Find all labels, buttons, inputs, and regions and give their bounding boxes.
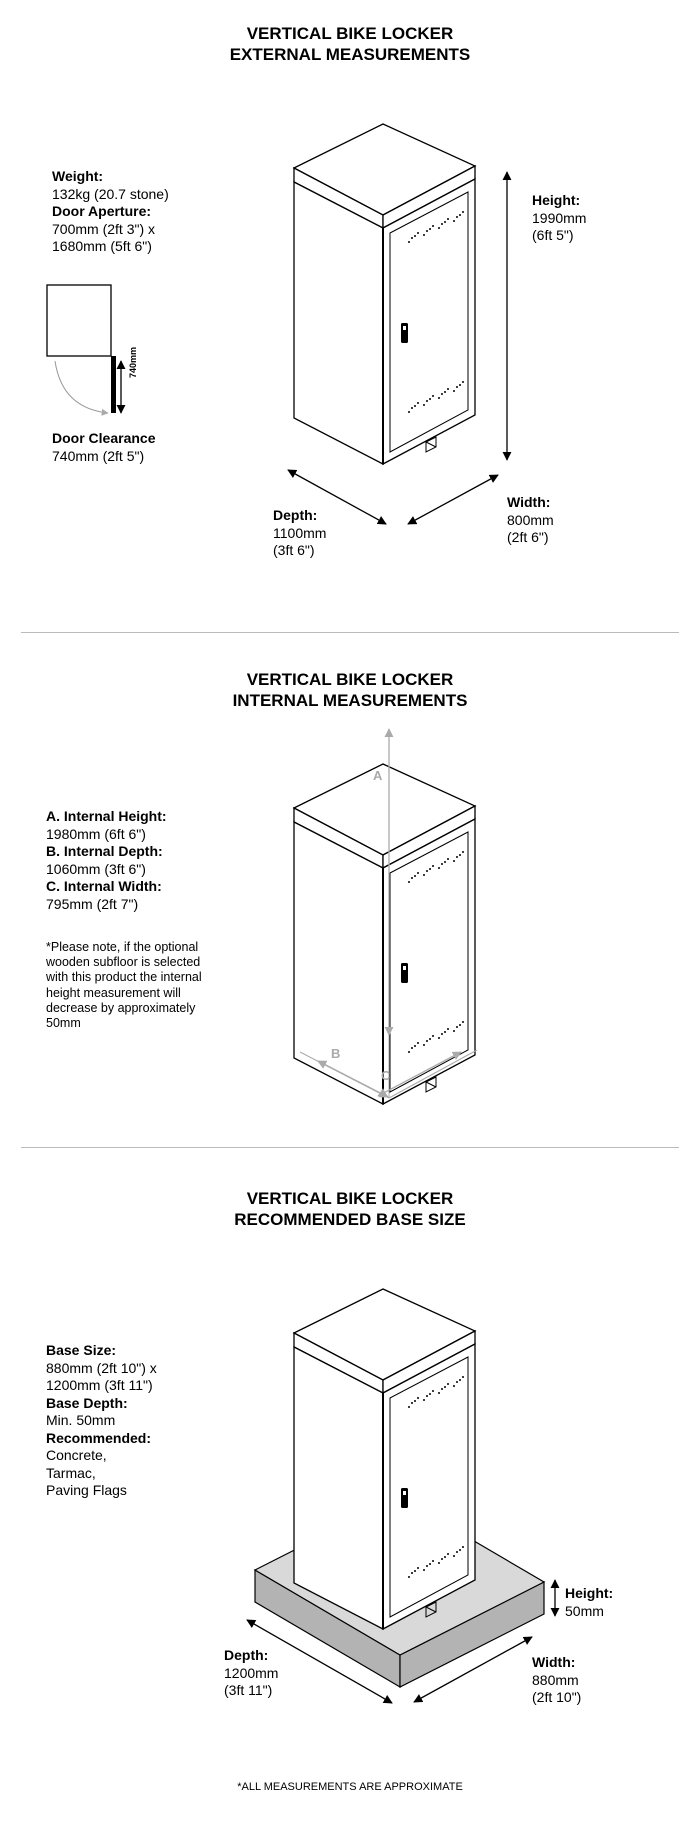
internal-width-label: C. Internal Width:: [46, 878, 162, 894]
base-width-line2: (2ft 10"): [532, 1689, 582, 1705]
recommended-item: Paving Flags: [46, 1482, 127, 1498]
external-width-line1: 800mm: [507, 511, 554, 528]
weight-label: Weight:: [52, 168, 104, 184]
door-clearance-label: Door Clearance: [52, 430, 156, 446]
note-line: decrease by approximately: [46, 1000, 196, 1015]
base-depth2-label: Depth:: [224, 1647, 269, 1663]
door-clearance-value: 740mm (2ft 5"): [52, 447, 145, 464]
footnote: *ALL MEASUREMENTS ARE APPROXIMATE: [237, 1781, 463, 1793]
base-depth-value: Min. 50mm: [46, 1412, 116, 1428]
base-size-line1: 880mm (2ft 10") x: [46, 1359, 157, 1376]
door-aperture-label: Door Aperture:: [52, 203, 152, 219]
recommended-item: Tarmac,: [46, 1464, 96, 1481]
external-height-line1: 1990mm: [532, 209, 587, 226]
recommended-label: Recommended:: [46, 1429, 152, 1446]
note-line: with this product the internal: [46, 970, 202, 985]
external-width-line2: (2ft 6"): [507, 529, 549, 545]
internal-height-value: 1980mm (6ft 6"): [46, 825, 146, 842]
recommended-item: Concrete,: [46, 1447, 107, 1463]
base-height-block: [565, 1585, 613, 1620]
door-aperture-line2: 1680mm (5ft 6"): [52, 238, 152, 254]
note-line: height measurement will: [46, 985, 181, 1000]
external-title-line2: EXTERNAL MEASUREMENTS: [229, 45, 471, 64]
note-line: *Please note, if the optional: [46, 940, 199, 954]
internal-title-line2: INTERNAL MEASUREMENTS: [232, 691, 468, 710]
marker-b: B: [331, 1046, 341, 1061]
note-line: wooden subfloor is selected: [46, 955, 201, 970]
external-width-label: Width:: [507, 494, 551, 510]
internal-depth-value: 1060mm (3ft 6"): [46, 860, 146, 877]
door-aperture-line1: 700mm (2ft 3") x: [52, 220, 155, 237]
marker-c: C: [381, 1068, 391, 1083]
base-size-line2: 1200mm (3ft 11"): [46, 1377, 153, 1393]
base-depth2-line1: 1200mm: [224, 1664, 279, 1681]
base-width-label: Width:: [532, 1654, 576, 1670]
external-depth-line2: (3ft 6"): [273, 542, 315, 558]
base-width-line1: 880mm: [532, 1671, 579, 1688]
base-title-line1: VERTICAL BIKE LOCKER: [246, 1189, 454, 1208]
internal-title-line1: VERTICAL BIKE LOCKER: [246, 670, 454, 689]
internal-depth-label: B. Internal Depth:: [46, 843, 163, 859]
internal-width-value: 795mm (2ft 7"): [46, 895, 139, 912]
base-size-label: Base Size:: [46, 1342, 117, 1358]
external-height-label: Height:: [532, 192, 581, 208]
weight-value: 132kg (20.7 stone): [52, 185, 169, 202]
external-depth-line1: 1100mm: [273, 524, 327, 541]
internal-height-label: A. Internal Height:: [46, 808, 167, 824]
external-title-line1: VERTICAL BIKE LOCKER: [246, 24, 454, 43]
base-height-label: Height:: [565, 1585, 614, 1601]
external-height-line2: (6ft 5"): [532, 227, 574, 243]
base-depth2-line2: (3ft 11"): [224, 1682, 273, 1698]
base-title-line2: RECOMMENDED BASE SIZE: [234, 1210, 466, 1229]
marker-a: A: [373, 768, 383, 783]
base-height-value: 50mm: [565, 1602, 604, 1619]
base-depth-block: [224, 1647, 278, 1700]
base-depth-label: Base Depth:: [46, 1394, 128, 1411]
base-width-block: [532, 1654, 581, 1707]
note-line: 50mm: [46, 1016, 81, 1031]
clearance-diagram-label: 740mm: [128, 346, 138, 378]
external-depth-label: Depth:: [273, 507, 318, 523]
